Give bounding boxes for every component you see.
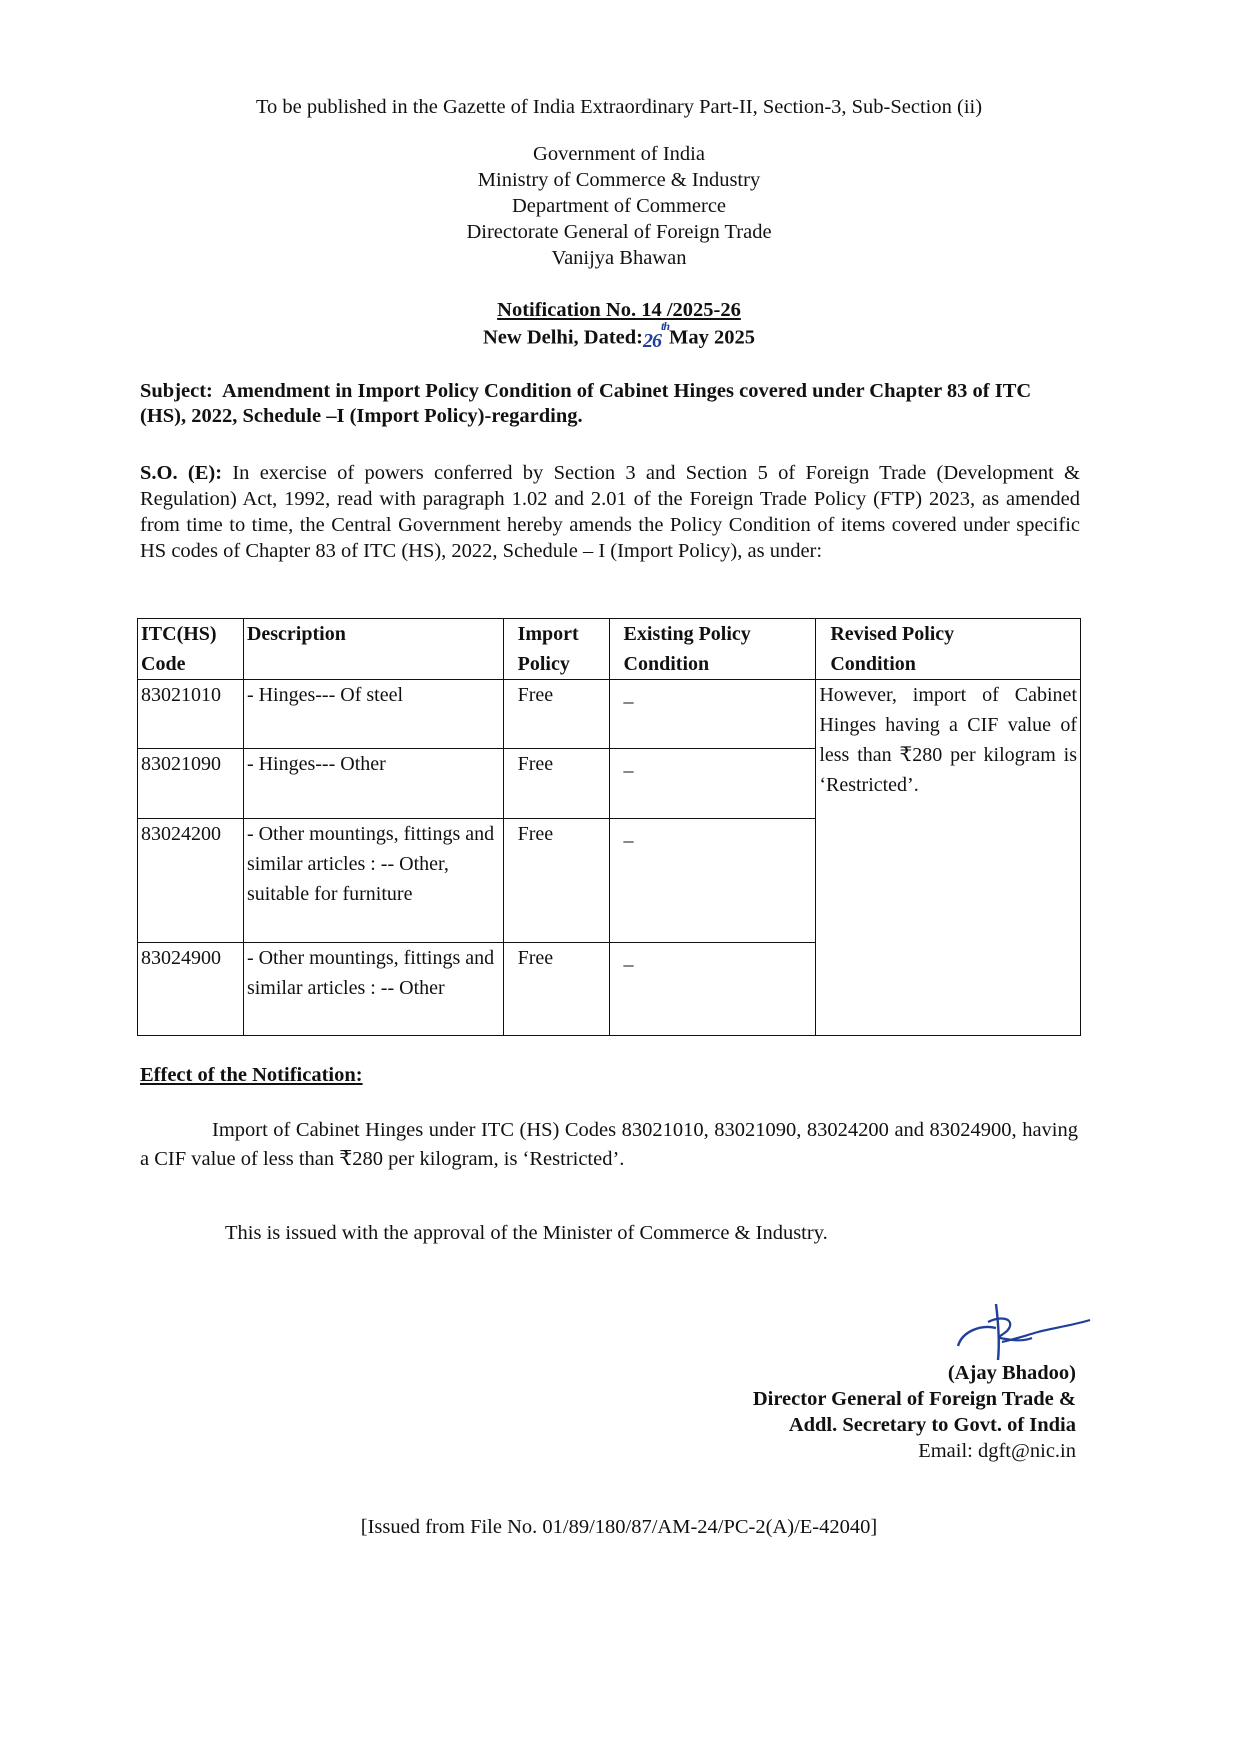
cell-import-policy: Free [503, 749, 609, 819]
policy-table [137, 618, 1081, 1036]
handwritten-day: 26 [643, 329, 661, 352]
handwritten-day-suffix: th [661, 319, 670, 333]
signatory-name: (Ajay Bhadoo) [947, 1362, 1076, 1384]
cell-description: - Other mountings, fittings and similar articles : -- Other, suitable for furniture [243, 819, 503, 943]
cell-import-policy: Free [503, 680, 609, 749]
subject [140, 379, 1080, 429]
government-line: Government of India [533, 143, 705, 165]
header-revised-policy: Revised Policy Condition [816, 619, 1081, 680]
cell-code: 83021090 [138, 749, 244, 819]
date-suffix: May 2025 [669, 326, 755, 349]
subject-text: Amendment in Import Policy Condition of Cabinet Hinges covered under Chapter 83 of ITC (HS), 2022, Schedule –I (Import Policy)-regarding. [140, 380, 1032, 427]
so-label: S.O. (E): [140, 462, 223, 484]
header-existing-policy: Existing Policy Condition [609, 619, 816, 680]
date-prefix: New Delhi, Dated: [483, 326, 643, 349]
cell-import-policy: Free [503, 943, 609, 1036]
subject-label: Subject: [140, 380, 213, 402]
directorate-line: Directorate General of Foreign Trade [466, 221, 772, 243]
table-row [138, 680, 1081, 749]
cell-existing-policy: _ [609, 680, 816, 749]
building-line: Vanijya Bhawan [551, 247, 687, 269]
cell-code: 83024900 [138, 943, 244, 1036]
government-header [0, 141, 1238, 271]
ministry-line: Ministry of Commerce & Industry [477, 169, 761, 191]
notification-date [0, 319, 1238, 352]
header-import-policy: Import Policy [503, 619, 609, 680]
approval-statement: This is issued with the approval of the Minister of Commerce & Industry. [225, 1222, 828, 1244]
signatory-email: Email: dgft@nic.in [918, 1440, 1076, 1462]
header-description: Description [243, 619, 503, 680]
notification-number: Notification No. 14 /2025-26 [497, 299, 741, 321]
handwritten-date [643, 319, 670, 352]
so-paragraph [140, 460, 1080, 564]
cell-description: - Hinges--- Other [243, 749, 503, 819]
file-reference: [Issued from File No. 01/89/180/87/AM-24/PC-2(A)/E-42040] [360, 1516, 878, 1538]
cell-code: 83024200 [138, 819, 244, 943]
effect-paragraph: Import of Cabinet Hinges under ITC (HS) Codes 83021010, 83021090, 83024200 and 83024900, having a CIF value of less than ₹280 per kilogram, is ‘Restricted’. [140, 1119, 1078, 1170]
cell-revised-policy: However, import of Cabinet Hinges having a CIF value of less than ₹280 per kilogram is ‘Restricted’. [816, 680, 1081, 1036]
signature-block [753, 1360, 1076, 1464]
cell-existing-policy: _ [609, 819, 816, 943]
effect-heading: Effect of the Notification: [140, 1064, 363, 1086]
cell-description: - Other mountings, fittings and similar articles : -- Other [243, 943, 503, 1036]
signatory-designation-1: Director General of Foreign Trade & [752, 1388, 1076, 1410]
header-itc-code: ITC(HS) Code [138, 619, 244, 680]
cell-existing-policy: _ [609, 749, 816, 819]
cell-description: - Hinges--- Of steel [243, 680, 503, 749]
so-text: In exercise of powers conferred by Section 3 and Section 5 of Foreign Trade (Development & Regulation) Act, 1992, read with paragraph 1.02 and 2.01 of the Foreign Trade Policy (FTP) 2023, as amended from time to time, the Central Government hereby amends the Policy Condition of items covered under specific HS codes of Chapter 83 of ITC (HS), 2022, Schedule – I (Import Policy), as under: [140, 462, 1081, 562]
gazette-line: To be published in the Gazette of India Extraordinary Part-II, Section-3, Sub-Section (ii) [255, 96, 983, 118]
cell-existing-policy: _ [609, 943, 816, 1036]
cell-import-policy: Free [503, 819, 609, 943]
department-line: Department of Commerce [511, 195, 727, 217]
notification-number-row [0, 299, 1238, 322]
cell-code: 83021010 [138, 680, 244, 749]
table-header-row [138, 619, 1081, 680]
signatory-designation-2: Addl. Secretary to Govt. of India [788, 1414, 1076, 1436]
